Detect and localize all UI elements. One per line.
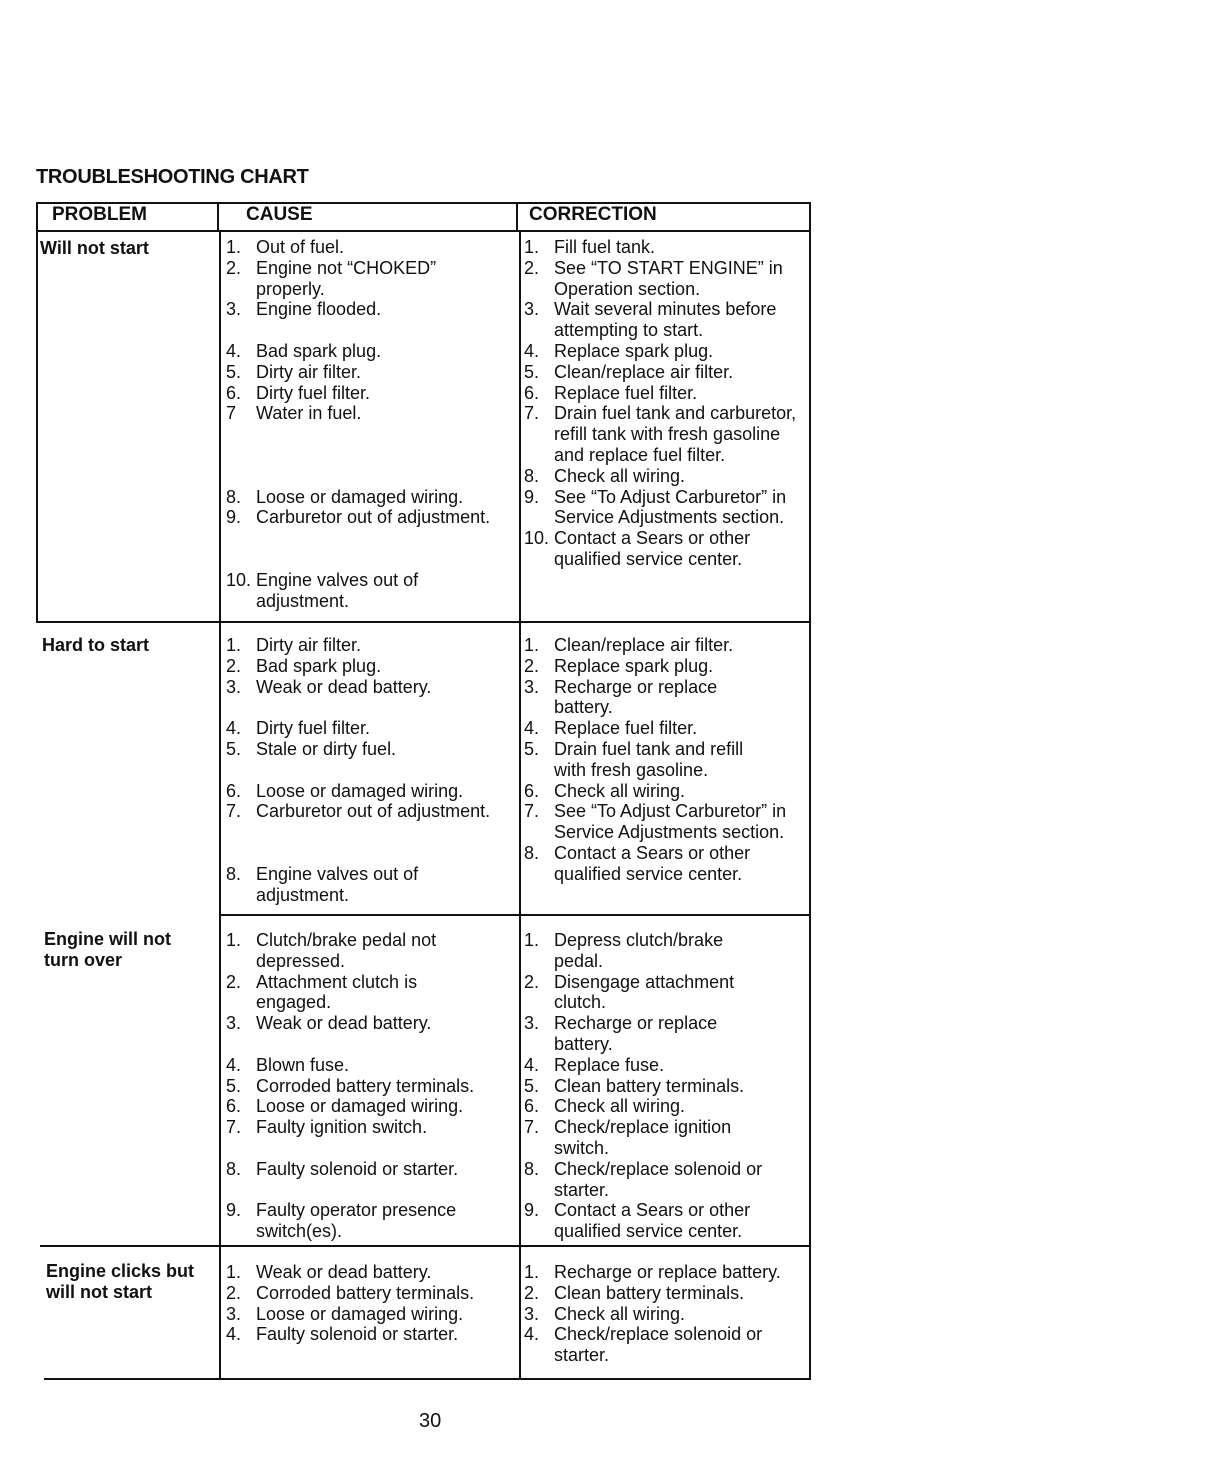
list-item: 7 Water in fuel. bbox=[226, 403, 362, 424]
list-item: 9. See “To Adjust Carburetor” in Service Adjustments section. bbox=[524, 486, 787, 528]
list-item: 3. Engine flooded. bbox=[226, 299, 382, 320]
row-divider bbox=[40, 1245, 811, 1247]
list-item: 7. Check/replace ignition switch. bbox=[524, 1117, 732, 1158]
list-item: 3. Check all wiring. bbox=[524, 1303, 686, 1324]
list-item: 10. Engine valves out of adjustment. bbox=[226, 569, 419, 611]
list-item: 6. Dirty fuel filter. bbox=[226, 382, 371, 403]
list-item: 7. Faulty ignition switch. bbox=[226, 1117, 428, 1138]
list-item: 9. Contact a Sears or other qualified service center. bbox=[524, 1200, 751, 1242]
list-item: 4. Replace spark plug. bbox=[524, 340, 714, 361]
row-divider bbox=[36, 621, 811, 623]
list-item: 7. See “To Adjust Carburetor” in Service Adjustments section. bbox=[524, 801, 787, 843]
problem-label: Engine clicks but will not start bbox=[46, 1261, 195, 1302]
column-divider-2 bbox=[519, 230, 521, 1380]
cause-list bbox=[226, 237, 516, 611]
table-top-border bbox=[36, 202, 811, 204]
correction-list bbox=[524, 237, 814, 570]
list-item: 7. Carburetor out of adjustment. bbox=[226, 801, 491, 822]
list-item: 2. Attachment clutch is engaged. bbox=[226, 971, 418, 1013]
column-divider-2 bbox=[516, 202, 518, 230]
list-item: 8. Contact a Sears or other qualified service center. bbox=[524, 842, 751, 884]
list-item: 8. Check/replace solenoid or starter. bbox=[524, 1158, 763, 1200]
list-item: 1. Dirty air filter. bbox=[226, 635, 362, 655]
header-correction: CORRECTION bbox=[529, 204, 657, 225]
list-item: 2. Disengage attachment clutch. bbox=[524, 971, 735, 1013]
list-item: 4. Dirty fuel filter. bbox=[226, 718, 371, 739]
list-item: 6. Loose or damaged wiring. bbox=[226, 1096, 464, 1117]
list-item: 9. Carburetor out of adjustment. bbox=[226, 507, 491, 528]
correction-list bbox=[524, 930, 814, 1242]
chart-title: TROUBLESHOOTING CHART bbox=[36, 166, 309, 188]
list-item: 3. Weak or dead battery. bbox=[226, 676, 432, 697]
list-item: 2. Engine not “CHOKED” properly. bbox=[226, 257, 437, 299]
list-item: 1. Clean/replace air filter. bbox=[524, 635, 734, 655]
list-item: 9. Faulty operator presence switch(es). bbox=[226, 1200, 457, 1242]
problem-label: Hard to start bbox=[42, 635, 150, 655]
header-problem: PROBLEM bbox=[52, 204, 147, 225]
table-bottom-border bbox=[44, 1378, 811, 1380]
list-item: 3. Loose or damaged wiring. bbox=[226, 1303, 464, 1324]
cause-list bbox=[226, 930, 516, 1242]
list-item: 2. Bad spark plug. bbox=[226, 655, 382, 676]
list-item: 4. Replace fuse. bbox=[524, 1054, 665, 1075]
list-item: 5. Stale or dirty fuel. bbox=[226, 738, 397, 759]
list-item: 7. Drain fuel tank and carburetor, refill tank with fresh gasoline and replace fuel filter. bbox=[524, 403, 797, 465]
list-item: 8. Faulty solenoid or starter. bbox=[226, 1158, 459, 1179]
list-item: 8. Check all wiring. bbox=[524, 465, 686, 486]
list-item: 3. Wait several minutes before attempting to start. bbox=[524, 299, 777, 341]
list-item: 1. Fill fuel tank. bbox=[524, 237, 656, 257]
list-item: 1. Recharge or replace battery. bbox=[524, 1262, 781, 1282]
list-item: 8. Loose or damaged wiring. bbox=[226, 486, 464, 507]
problem-label: Engine will not turn over bbox=[44, 929, 171, 970]
list-item: 2. Clean battery terminals. bbox=[524, 1282, 745, 1303]
correction-list bbox=[524, 635, 814, 885]
list-item: 1. Weak or dead battery. bbox=[226, 1262, 432, 1282]
list-item: 5. Corroded battery terminals. bbox=[226, 1075, 475, 1096]
column-divider-1 bbox=[217, 202, 219, 230]
list-item: 6. Replace fuel filter. bbox=[524, 382, 698, 403]
list-item: 1. Depress clutch/brake pedal. bbox=[524, 930, 724, 971]
list-item: 4. Faulty solenoid or starter. bbox=[226, 1324, 459, 1345]
list-item: 2. Corroded battery terminals. bbox=[226, 1282, 475, 1303]
problem-label: Will not start bbox=[40, 238, 149, 258]
list-item: 4. Blown fuse. bbox=[226, 1054, 350, 1075]
cause-list bbox=[226, 1262, 516, 1345]
list-item: 3. Weak or dead battery. bbox=[226, 1013, 432, 1034]
list-item: 6. Check all wiring. bbox=[524, 780, 686, 801]
list-item: 2. Replace spark plug. bbox=[524, 655, 714, 676]
cause-list bbox=[226, 635, 516, 905]
list-item: 5. Clean/replace air filter. bbox=[524, 361, 734, 382]
row-divider bbox=[219, 914, 811, 916]
list-item: 6. Loose or damaged wiring. bbox=[226, 780, 464, 801]
list-item: 4. Bad spark plug. bbox=[226, 340, 382, 361]
list-item: 1. Clutch/brake pedal not depressed. bbox=[226, 930, 437, 971]
list-item: 2. See “TO START ENGINE” in Operation section. bbox=[524, 257, 783, 299]
list-item: 5. Dirty air filter. bbox=[226, 361, 362, 382]
list-item: 3. Recharge or replace battery. bbox=[524, 1013, 718, 1054]
list-item: 5. Drain fuel tank and refill with fresh gasoline. bbox=[524, 738, 744, 780]
list-item: 8. Engine valves out of adjustment. bbox=[226, 863, 419, 905]
list-item: 3. Recharge or replace battery. bbox=[524, 676, 718, 718]
list-item: 4. Replace fuel filter. bbox=[524, 718, 698, 739]
header-cause: CAUSE bbox=[246, 204, 313, 225]
correction-list bbox=[524, 1262, 814, 1366]
list-item: 4. Check/replace solenoid or starter. bbox=[524, 1324, 763, 1366]
list-item: 6. Check all wiring. bbox=[524, 1096, 686, 1117]
list-item: 10. Contact a Sears or other qualified service center. bbox=[524, 528, 751, 569]
column-divider-1 bbox=[219, 230, 221, 1380]
table-left-border bbox=[36, 202, 38, 622]
list-item: 1. Out of fuel. bbox=[226, 237, 345, 257]
page-number: 30 bbox=[419, 1410, 442, 1432]
list-item: 5. Clean battery terminals. bbox=[524, 1075, 745, 1096]
header-divider bbox=[36, 230, 811, 232]
